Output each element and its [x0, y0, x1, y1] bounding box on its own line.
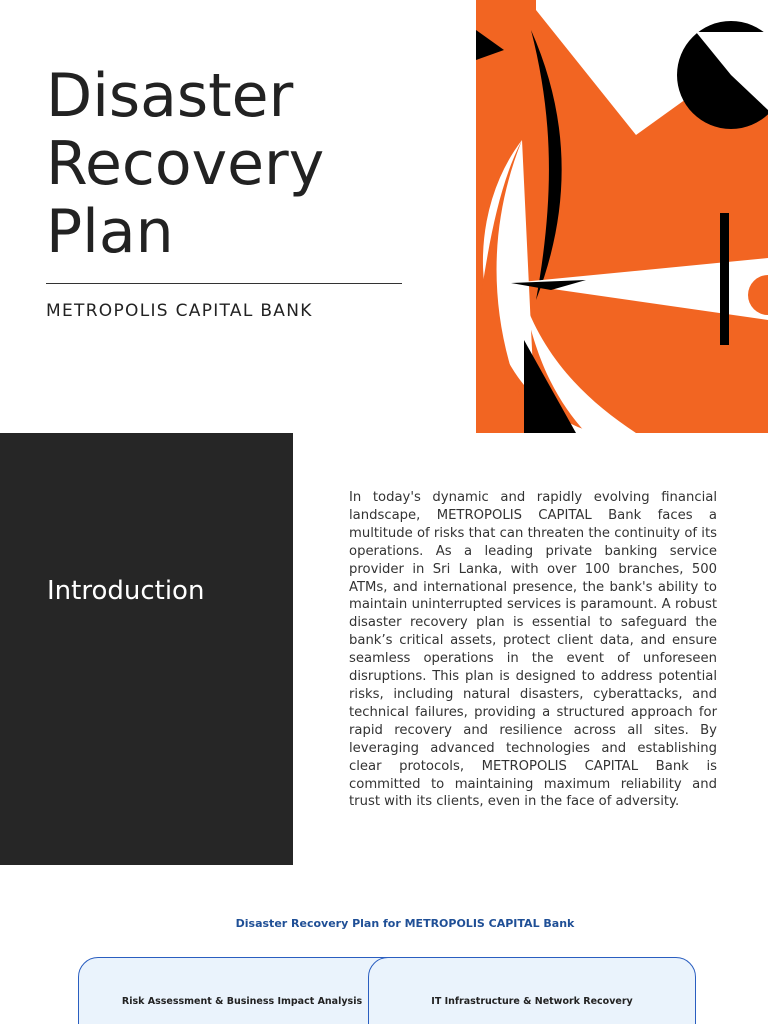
- diagram-title: Disaster Recovery Plan for METROPOLIS CAPITAL Bank: [235, 917, 575, 930]
- introduction-panel: [0, 433, 293, 865]
- cover-section: [0, 0, 768, 433]
- introduction-section: [0, 433, 768, 865]
- title-line-2: Recovery: [46, 129, 325, 199]
- diagram-box-label: Risk Assessment & Business Impact Analysis: [121, 996, 363, 1007]
- title-line-3: Plan: [46, 197, 174, 267]
- diagram-box-it-infrastructure: [368, 957, 696, 1024]
- bank-name-subtitle: METROPOLIS CAPITAL BANK: [46, 301, 313, 321]
- title-line-1: Disaster: [46, 61, 294, 131]
- plan-diagram: [0, 865, 768, 1024]
- diagram-box-risk-assessment: [78, 957, 406, 1024]
- abstract-art-image: [476, 0, 768, 433]
- document-title: [46, 62, 446, 266]
- title-divider: [46, 283, 402, 284]
- cover-artwork: [476, 0, 768, 433]
- diagram-box-label: IT Infrastructure & Network Recovery: [431, 996, 633, 1007]
- introduction-heading: Introduction: [47, 576, 205, 606]
- introduction-paragraph: In today's dynamic and rapidly evolving financial landscape, METROPOLIS CAPITAL Bank faces a multitude of risks that can threaten the continuity of its operations. As a leading private banking service provider in Sri Lanka, with over 100 branches, 500 ATMs, and international presence, the bank's ability to maintain uninterrupted services is paramount. A robust disaster recovery plan is essential to safeguard the bank’s critical assets, protect client data, and ensure seamless operations in the event of unforeseen disruptions. This plan is designed to address potential risks, including natural disasters, cyberattacks, and technical failures, providing a structured approach for rapid recovery and resilience across all sites. By leveraging advanced technologies and establishing clear protocols, METROPOLIS CAPITAL Bank is committed to maintaining maximum reliability and trust with its clients, even in the face of adversity.: [349, 490, 717, 810]
